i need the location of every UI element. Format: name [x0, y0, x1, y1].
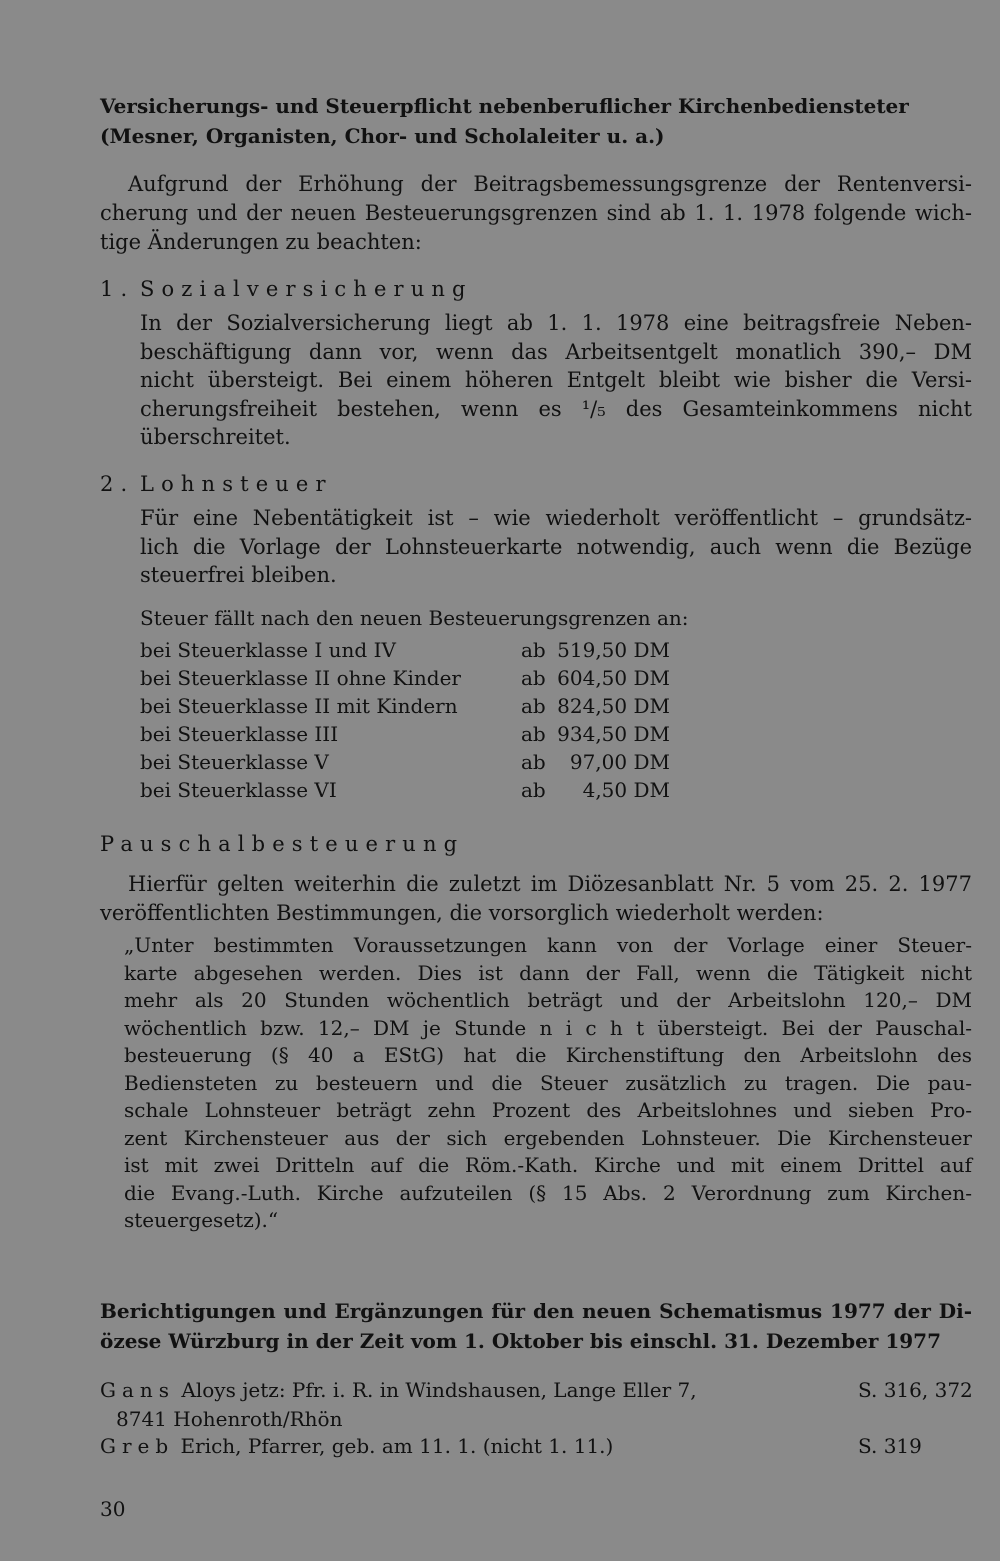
tax-amount: 604,50 DM: [557, 666, 670, 690]
item-heading: [100, 472, 972, 502]
tax-ab: ab: [521, 638, 546, 662]
tax-amount: 4,50 DM: [582, 778, 670, 802]
item-number: 1.: [100, 277, 135, 301]
text-line: steuerfrei bleiben.: [140, 563, 337, 587]
text-line: wöchentlich bzw. 12,– DM je Stunde n i c h t übersteigt. Bei der Pauschal-: [124, 1015, 972, 1040]
text-line: tige Änderungen zu beachten:: [100, 230, 422, 254]
tax-ab: ab: [521, 666, 546, 690]
section-title: [100, 1299, 972, 1359]
text-line: lich die Vorlage der Lohnsteuerkarte notwendig, auch wenn die Bezüge: [140, 534, 972, 559]
text-line: mehr als 20 Stunden wöchentlich beträgt und der Arbeitslohn 120,– DM: [124, 988, 972, 1012]
table-row: [140, 638, 680, 666]
text-line: zent Kirchensteuer aus der sich ergebenden Lohnsteuer. Die Kirchensteuer: [124, 1125, 972, 1150]
table-row: [140, 778, 680, 806]
section-title: [100, 94, 972, 154]
correction-pages: S. 316, 372: [858, 1378, 973, 1402]
item-heading: [100, 277, 972, 307]
tax-class-label: bei Steuerklasse II mit Kindern: [140, 694, 458, 718]
tax-class-label: bei Steuerklasse II ohne Kinder: [140, 666, 461, 690]
text-line: überschreitet.: [140, 425, 291, 449]
pauschal-quote: [124, 933, 972, 1236]
table-row: [140, 722, 680, 750]
text-line: nicht übersteigt. Bei einem höheren Entgelt bleibt wie bisher die Versi-: [140, 368, 972, 392]
correction-text: Aloys jetz: Pfr. i. R. in Windshausen, Lange Eller 7,: [181, 1378, 697, 1402]
text-line: veröffentlichten Bestimmungen, die vorsorglich wiederholt werden:: [100, 901, 824, 925]
section-title-line: Versicherungs- und Steuerpflicht nebenberuflicher Kirchenbediensteter: [100, 94, 909, 118]
text-line: Bediensteten zu besteuern und die Steuer zusätzlich zu tragen. Die pau-: [124, 1070, 972, 1095]
tax-ab: ab: [521, 750, 546, 774]
tax-ab: ab: [521, 778, 546, 802]
tax-class-label: bei Steuerklasse I und IV: [140, 638, 396, 662]
text-line: In der Sozialversicherung liegt ab 1. 1. 1978 eine beitragsfreie Neben-: [140, 311, 972, 335]
section-title-line: (Mesner, Organisten, Chor- und Scholaleiter u. a.): [100, 124, 665, 148]
table-row: [140, 694, 680, 722]
table-row: [140, 666, 680, 694]
pauschal-intro: [100, 872, 972, 930]
tax-amount: 97,00 DM: [569, 750, 670, 774]
item-heading-text: Lohnsteuer: [140, 472, 333, 496]
text-line: Für eine Nebentätigkeit ist – wie wiederholt veröffentlicht – grundsätz-: [140, 506, 972, 530]
text-line: „Unter bestimmten Voraussetzungen kann von der Vorlage einer Steuer-: [124, 933, 972, 957]
list-item: [100, 1434, 972, 1464]
text-line: cherungsfreiheit bestehen, wenn es ¹/₅ des Gesamteinkommens nicht: [140, 396, 972, 421]
correction-name: Greb: [100, 1434, 175, 1458]
item-number: 2.: [100, 472, 135, 496]
text-line: karte abgesehen werden. Dies ist dann der Fall, wenn die Tätigkeit nicht: [124, 960, 972, 985]
tax-amount: 934,50 DM: [557, 722, 670, 746]
item-body: [140, 311, 972, 454]
tax-class-label: bei Steuerklasse V: [140, 750, 329, 774]
tax-ab: ab: [521, 722, 546, 746]
item-heading-text: Sozialversicherung: [140, 277, 473, 301]
text-line: die Evang.-Luth. Kirche aufzuteilen (§ 15 Abs. 2 Verordnung zum Kirchen-: [124, 1180, 972, 1205]
section-title-line: özese Würzburg in der Zeit vom 1. Oktober bis einschl. 31. Dezember 1977: [100, 1329, 942, 1353]
pauschal-heading: Pauschalbesteuerung: [100, 832, 465, 856]
correction-text: Erich, Pfarrer, geb. am 11. 1. (nicht 1. 11.): [180, 1434, 614, 1458]
text-line: Aufgrund der Erhöhung der Beitragsbemessungsgrenze der Rentenversi-: [128, 172, 972, 196]
tax-class-label: bei Steuerklasse III: [140, 722, 339, 746]
page-number: 30: [100, 1497, 126, 1521]
text-line: schale Lohnsteuer beträgt zehn Prozent des Arbeitslohnes und sieben Pro-: [124, 1098, 972, 1122]
list-item: [100, 1378, 972, 1408]
text-line: steuergesetz).“: [124, 1208, 279, 1232]
tax-class-label: bei Steuerklasse VI: [140, 778, 337, 802]
text-line: cherung und der neuen Besteuerungsgrenzen sind ab 1. 1. 1978 folgende wich-: [100, 201, 972, 225]
correction-pages: S. 319: [858, 1434, 922, 1458]
text-line: beschäftigung dann vor, wenn das Arbeitsentgelt monatlich 390,– DM: [140, 339, 972, 364]
text-line: ist mit zwei Dritteln auf die Röm.-Kath. Kirche und mit einem Drittel auf: [124, 1153, 972, 1177]
intro-paragraph: [100, 172, 972, 259]
text-line: besteuerung (§ 40 a EStG) hat die Kirchenstiftung den Arbeitslohn des: [124, 1043, 972, 1067]
tax-amount: 824,50 DM: [557, 694, 670, 718]
tax-amount: 519,50 DM: [557, 638, 670, 662]
item-body: [140, 506, 972, 592]
text-line: Hierfür gelten weiterhin die zuletzt im Diözesanblatt Nr. 5 vom 25. 2. 1977: [128, 872, 972, 896]
tax-ab: ab: [521, 694, 546, 718]
section-title-line: Berichtigungen und Ergänzungen für den neuen Schematismus 1977 der Di-: [100, 1299, 972, 1323]
correction-continuation: 8741 Hohenroth/Rhön: [116, 1407, 343, 1431]
tax-intro: Steuer fällt nach den neuen Besteuerungsgrenzen an:: [140, 606, 689, 630]
correction-name: Gans: [100, 1378, 176, 1402]
table-row: [140, 750, 680, 778]
